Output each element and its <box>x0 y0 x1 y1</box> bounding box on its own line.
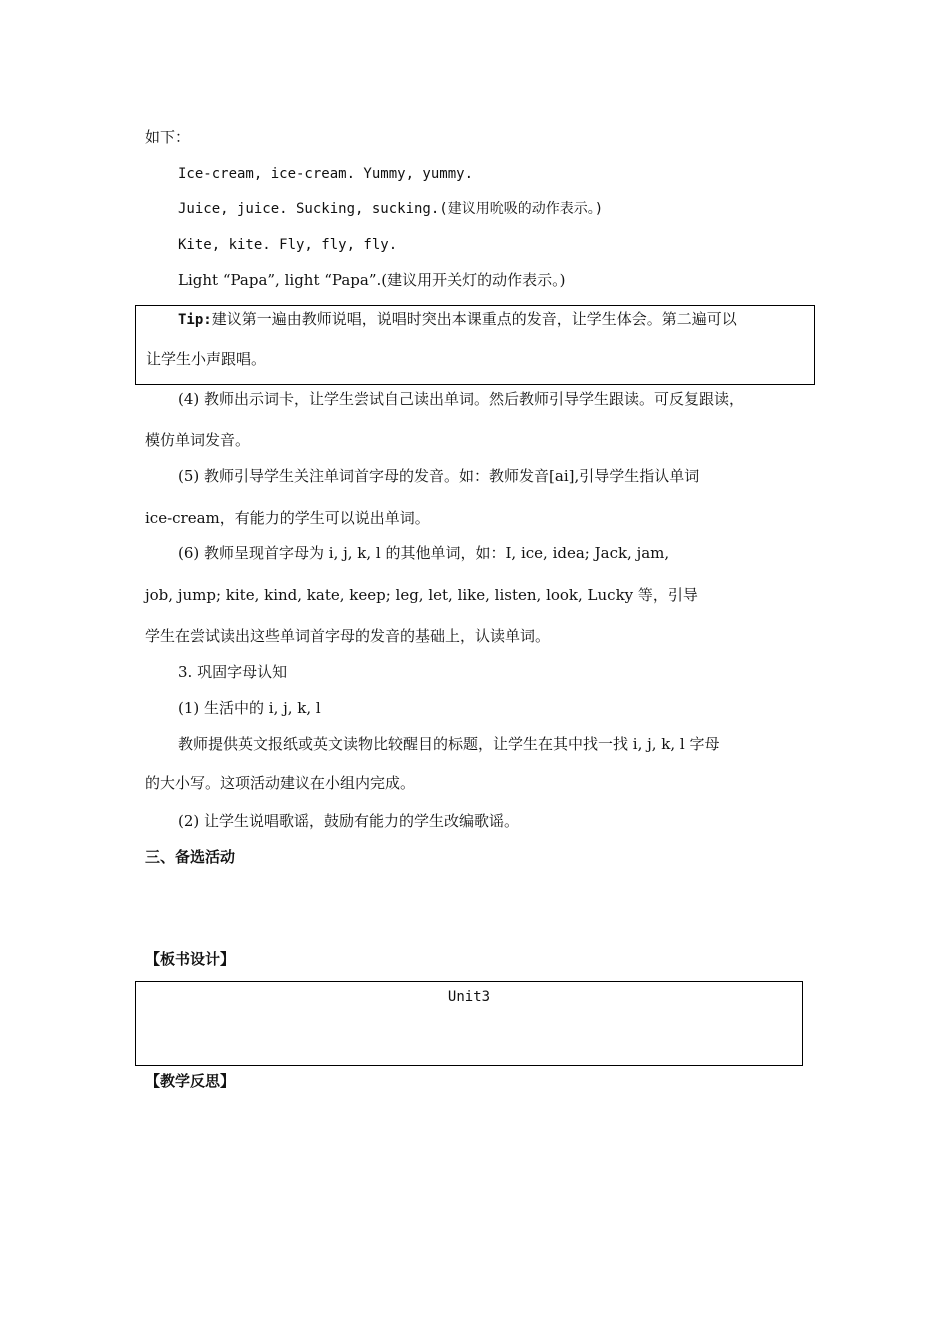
section-3-sub-1: (1) 生活中的 i, j, k, l <box>178 699 321 717</box>
section-3-para-line-2: 的大小写。这项活动建议在小组内完成。 <box>145 774 416 792</box>
intro-text: 如下： <box>145 128 191 146</box>
board-design-box <box>135 981 803 1066</box>
tip-line-1 <box>178 309 737 330</box>
rhyme-line-1: Ice-cream, ice-cream. Yummy, yummy. <box>178 166 474 182</box>
rhyme-line-3: Kite, kite. Fly, fly, fly. <box>178 237 398 253</box>
rhyme-line-4: Light “Papa”, light “Papa”.(建议用开关灯的动作表示。) <box>178 271 566 289</box>
tip-text-1: 建议第一遍由教师说唱，说唱时突出本课重点的发音，让学生体会。第二遍可以 <box>211 310 737 328</box>
step-6-line-2: job, jump; kite, kind, kate, keep; leg, let, like, listen, look, Lucky 等，引导 <box>145 586 698 604</box>
step-6-line-3: 学生在尝试读出这些单词首字母的发音的基础上，认读单词。 <box>145 627 551 645</box>
section-3-sub-2: (2) 让学生说唱歌谣，鼓励有能力的学生改编歌谣。 <box>178 812 520 830</box>
step-5-line-2: ice-cream，有能力的学生可以说出单词。 <box>145 509 430 527</box>
section-3-para-line-1: 教师提供英文报纸或英文读物比较醒目的标题，让学生在其中找一找 i, j, k, l 字母 <box>178 735 720 753</box>
step-4-line-1: (4) 教师出示词卡，让学生尝试自己读出单词。然后教师引导学生跟读。可反复跟读， <box>178 390 745 408</box>
tip-box <box>135 305 815 385</box>
step-4-line-2: 模仿单词发音。 <box>145 431 251 449</box>
rhyme-line-2: Juice, juice. Sucking, sucking.(建议用吮吸的动作表示。) <box>178 201 604 217</box>
teaching-reflection-heading: 【教学反思】 <box>145 1072 236 1090</box>
board-unit-title: Unit3 <box>447 989 491 1005</box>
step-6-line-1: (6) 教师呈现首字母为 i, j, k, l 的其他单词，如：I, ice, idea; Jack, jam, <box>178 544 670 562</box>
section-3-title: 3. 巩固字母认知 <box>178 663 288 681</box>
optional-activities-heading: 三、备选活动 <box>145 848 236 866</box>
tip-line-2: 让学生小声跟唱。 <box>146 350 267 368</box>
tip-label: Tip: <box>178 312 212 328</box>
board-design-heading: 【板书设计】 <box>145 950 236 968</box>
step-5-line-1: (5) 教师引导学生关注单词首字母的发音。如：教师发音[ai],引导学生指认单词 <box>178 467 700 485</box>
